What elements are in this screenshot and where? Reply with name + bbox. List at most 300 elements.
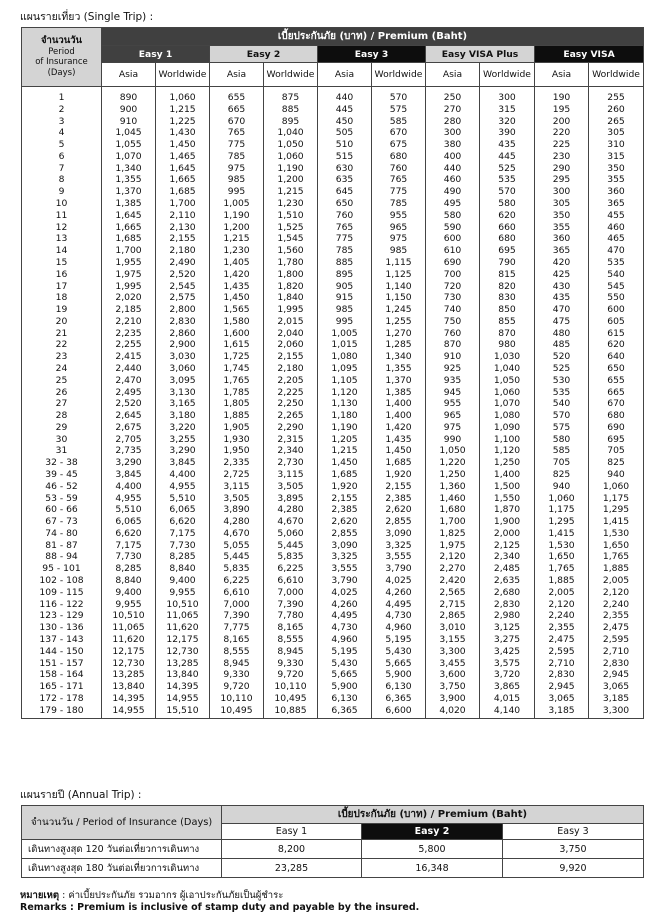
premium-cell: 4,280 — [264, 504, 318, 516]
premium-cell: 305 — [535, 198, 589, 210]
premium-cell: 2,335 — [210, 457, 264, 469]
table-row — [22, 493, 644, 505]
premium-cell: 380 — [426, 139, 480, 151]
premium-cell: 6,130 — [318, 693, 372, 705]
premium-cell: 525 — [480, 163, 535, 175]
premium-cell: 670 — [372, 127, 426, 139]
col-worldwide: Worldwide — [156, 63, 210, 87]
premium-cell: 4,955 — [102, 493, 156, 505]
premium-cell: 5,835 — [264, 551, 318, 563]
premium-cell: 5,055 — [210, 540, 264, 552]
premium-cell: 1,040 — [480, 363, 535, 375]
premium-cell: 4,495 — [372, 599, 426, 611]
premium-cell: 760 — [372, 163, 426, 175]
premium-cell: 4,730 — [372, 610, 426, 622]
single-trip-rows — [22, 87, 644, 719]
premium-cell: 1,900 — [480, 516, 535, 528]
table-row — [22, 116, 644, 128]
premium-cell: 360 — [589, 186, 644, 198]
premium-cell: 7,390 — [264, 599, 318, 611]
period-cell: 10 — [22, 198, 102, 210]
premium-cell: 3,425 — [480, 646, 535, 658]
annual-trip-table — [21, 805, 644, 878]
premium-cell: 1,650 — [589, 540, 644, 552]
premium-cell: 8,165 — [264, 622, 318, 634]
premium-cell: 10,885 — [264, 705, 318, 719]
premium-cell: 3,165 — [156, 398, 210, 410]
premium-cell: 430 — [535, 281, 589, 293]
premium-cell: 7,780 — [264, 610, 318, 622]
premium-cell: 885 — [318, 257, 372, 269]
premium-cell: 590 — [426, 222, 480, 234]
table-row — [22, 328, 644, 340]
premium-cell: 1,120 — [318, 387, 372, 399]
premium-cell: 1,080 — [480, 410, 535, 422]
premium-cell: 650 — [589, 363, 644, 375]
premium-cell: 445 — [480, 151, 535, 163]
period-cell: 15 — [22, 257, 102, 269]
premium-cell: 2,205 — [264, 375, 318, 387]
premium-cell: 1,450 — [372, 445, 426, 457]
premium-cell: 1,090 — [480, 422, 535, 434]
table-row — [22, 186, 644, 198]
premium-cell: 2,485 — [480, 563, 535, 575]
premium-cell: 2,710 — [535, 658, 589, 670]
premium-cell: 5,060 — [264, 528, 318, 540]
premium-cell: 2,620 — [372, 504, 426, 516]
premium-cell: 1,070 — [480, 398, 535, 410]
table-row — [22, 127, 644, 139]
period-cell: 74 - 80 — [22, 528, 102, 540]
premium-cell: 9,955 — [102, 599, 156, 611]
premium-cell: 2,110 — [156, 210, 210, 222]
premium-cell: 2,855 — [318, 528, 372, 540]
premium-cell: 2,675 — [102, 422, 156, 434]
premium-cell: 4,025 — [318, 587, 372, 599]
premium-cell: 1,885 — [589, 563, 644, 575]
premium-cell: 870 — [480, 328, 535, 340]
premium-cell: 2,830 — [589, 658, 644, 670]
premium-cell: 6,225 — [210, 575, 264, 587]
premium-cell: 4,670 — [264, 516, 318, 528]
period-cell: 130 - 136 — [22, 622, 102, 634]
period-cell: 116 - 122 — [22, 599, 102, 611]
premium-cell: 1,005 — [210, 198, 264, 210]
premium-cell: 2,005 — [589, 575, 644, 587]
premium-cell: 1,245 — [372, 304, 426, 316]
annual-value: 3,750 — [503, 840, 644, 859]
premium-cell: 1,215 — [318, 445, 372, 457]
premium-cell: 945 — [426, 387, 480, 399]
premium-cell: 660 — [480, 222, 535, 234]
premium-cell: 11,065 — [102, 622, 156, 634]
premium-cell: 825 — [535, 469, 589, 481]
single-trip-title: แผนรายเที่ยว (Single Trip) : — [20, 11, 154, 23]
premium-cell: 1,140 — [372, 281, 426, 293]
premium-cell: 520 — [535, 351, 589, 363]
premium-cell: 490 — [426, 186, 480, 198]
premium-cell: 910 — [426, 351, 480, 363]
premium-cell: 6,365 — [318, 705, 372, 719]
premium-cell: 965 — [372, 222, 426, 234]
premium-cell: 11,620 — [156, 622, 210, 634]
premium-cell: 1,130 — [318, 398, 372, 410]
period-cell: 137 - 143 — [22, 634, 102, 646]
premium-cell: 1,870 — [480, 504, 535, 516]
premium-cell: 2,735 — [102, 445, 156, 457]
premium-cell: 315 — [480, 104, 535, 116]
table-row — [22, 681, 644, 693]
premium-cell: 255 — [589, 87, 644, 104]
premium-cell: 2,945 — [589, 669, 644, 681]
period-cell: 95 - 101 — [22, 563, 102, 575]
premium-cell: 3,180 — [156, 410, 210, 422]
premium-cell: 6,225 — [264, 563, 318, 575]
premium-cell: 1,905 — [210, 422, 264, 434]
premium-cell: 1,665 — [102, 222, 156, 234]
premium-cell: 2,680 — [480, 587, 535, 599]
period-cell: 4 — [22, 127, 102, 139]
premium-cell: 475 — [535, 316, 589, 328]
premium-cell: 1,530 — [535, 540, 589, 552]
premium-cell: 9,720 — [264, 669, 318, 681]
premium-cell: 225 — [535, 139, 589, 151]
period-cell: 30 — [22, 434, 102, 446]
premium-cell: 1,050 — [480, 375, 535, 387]
premium-cell: 2,420 — [426, 575, 480, 587]
premium-cell: 1,840 — [264, 292, 318, 304]
premium-cell: 3,060 — [156, 363, 210, 375]
premium-cell: 1,650 — [535, 551, 589, 563]
premium-cell: 460 — [426, 174, 480, 186]
premium-cell: 300 — [426, 127, 480, 139]
premium-cell: 1,500 — [480, 481, 535, 493]
period-cell: 165 - 171 — [22, 681, 102, 693]
premium-cell: 2,470 — [102, 375, 156, 387]
table-row — [22, 316, 644, 328]
premium-cell: 615 — [589, 328, 644, 340]
premium-cell: 1,220 — [426, 457, 480, 469]
premium-cell: 645 — [318, 186, 372, 198]
premium-cell: 965 — [426, 410, 480, 422]
premium-cell: 485 — [535, 339, 589, 351]
premium-cell: 470 — [589, 245, 644, 257]
premium-cell: 895 — [318, 269, 372, 281]
premium-cell: 1,700 — [102, 245, 156, 257]
premium-cell: 1,765 — [589, 551, 644, 563]
premium-cell: 2,340 — [264, 445, 318, 457]
plan-easy-2: Easy 2 — [210, 46, 318, 63]
annual-plan-easy-1: Easy 1 — [222, 824, 362, 840]
premium-cell: 3,845 — [156, 457, 210, 469]
premium-cell: 2,040 — [264, 328, 318, 340]
premium-cell: 2,130 — [156, 222, 210, 234]
premium-cell: 365 — [589, 198, 644, 210]
premium-cell: 1,435 — [210, 281, 264, 293]
premium-cell: 2,545 — [156, 281, 210, 293]
premium-cell: 1,725 — [210, 351, 264, 363]
premium-cell: 6,600 — [372, 705, 426, 719]
premium-cell: 1,030 — [480, 351, 535, 363]
premium-cell: 705 — [589, 445, 644, 457]
premium-cell: 580 — [480, 198, 535, 210]
premium-cell: 2,475 — [589, 622, 644, 634]
period-cell: 144 - 150 — [22, 646, 102, 658]
premium-cell: 2,250 — [264, 398, 318, 410]
premium-cell: 3,865 — [480, 681, 535, 693]
premium-cell: 1,975 — [102, 269, 156, 281]
premium-cell: 975 — [372, 233, 426, 245]
table-row — [22, 540, 644, 552]
premium-cell: 1,215 — [156, 104, 210, 116]
premium-cell: 14,395 — [102, 693, 156, 705]
premium-cell: 1,215 — [264, 186, 318, 198]
premium-cell: 6,610 — [210, 587, 264, 599]
premium-cell: 1,685 — [156, 186, 210, 198]
premium-cell: 760 — [318, 210, 372, 222]
table-row — [22, 375, 644, 387]
premium-cell: 510 — [318, 139, 372, 151]
premium-cell: 12,730 — [102, 658, 156, 670]
premium-cell: 2,000 — [480, 528, 535, 540]
premium-cell: 1,685 — [318, 469, 372, 481]
premium-cell: 2,240 — [535, 610, 589, 622]
premium-cell: 985 — [210, 174, 264, 186]
premium-cell: 3,300 — [426, 646, 480, 658]
premium-cell: 2,865 — [426, 610, 480, 622]
premium-cell: 3,890 — [210, 504, 264, 516]
table-row — [22, 163, 644, 175]
premium-cell: 355 — [535, 222, 589, 234]
premium-cell: 3,845 — [102, 469, 156, 481]
table-row — [22, 575, 644, 587]
premium-cell: 1,700 — [426, 516, 480, 528]
period-cell: 6 — [22, 151, 102, 163]
table-row — [22, 669, 644, 681]
period-cell: 29 — [22, 422, 102, 434]
premium-cell: 11,620 — [102, 634, 156, 646]
table-row — [22, 387, 644, 399]
premium-cell: 2,120 — [589, 587, 644, 599]
period-cell: 19 — [22, 304, 102, 316]
period-cell: 8 — [22, 174, 102, 186]
premium-cell: 1,560 — [264, 245, 318, 257]
premium-cell: 4,020 — [426, 705, 480, 719]
premium-cell: 2,060 — [264, 339, 318, 351]
premium-cell: 295 — [535, 174, 589, 186]
premium-cell: 885 — [264, 104, 318, 116]
premium-cell: 600 — [426, 233, 480, 245]
premium-cell: 915 — [318, 292, 372, 304]
premium-cell: 1,070 — [102, 151, 156, 163]
premium-cell: 525 — [535, 363, 589, 375]
premium-cell: 3,505 — [210, 493, 264, 505]
premium-cell: 670 — [589, 398, 644, 410]
plan-easy-visa: Easy VISA — [535, 46, 644, 63]
premium-cell: 8,165 — [210, 634, 264, 646]
period-cell: 123 - 129 — [22, 610, 102, 622]
premium-cell: 535 — [535, 387, 589, 399]
premium-cell: 2,120 — [535, 599, 589, 611]
premium-cell: 13,285 — [156, 658, 210, 670]
premium-cell: 400 — [426, 151, 480, 163]
premium-cell: 5,430 — [372, 646, 426, 658]
premium-cell: 250 — [426, 87, 480, 104]
premium-cell: 4,260 — [318, 599, 372, 611]
premium-cell: 3,255 — [156, 434, 210, 446]
premium-cell: 440 — [318, 87, 372, 104]
premium-cell: 1,050 — [426, 445, 480, 457]
col-worldwide: Worldwide — [372, 63, 426, 87]
premium-cell: 620 — [480, 210, 535, 222]
premium-cell: 6,065 — [102, 516, 156, 528]
premium-cell: 985 — [318, 304, 372, 316]
premium-cell: 1,545 — [264, 233, 318, 245]
premium-cell: 1,295 — [589, 504, 644, 516]
premium-cell: 7,775 — [210, 622, 264, 634]
table-row — [22, 622, 644, 634]
premium-cell: 2,265 — [264, 410, 318, 422]
annual-value: 9,920 — [503, 859, 644, 878]
premium-cell: 2,635 — [480, 575, 535, 587]
period-cell: 7 — [22, 163, 102, 175]
premium-cell: 1,680 — [426, 504, 480, 516]
col-worldwide: Worldwide — [480, 63, 535, 87]
premium-cell: 3,790 — [372, 563, 426, 575]
premium-cell: 1,100 — [480, 434, 535, 446]
premium-cell: 1,355 — [372, 363, 426, 375]
premium-cell: 10,510 — [156, 599, 210, 611]
premium-cell: 1,600 — [210, 328, 264, 340]
premium-cell: 545 — [589, 281, 644, 293]
premium-cell: 995 — [318, 316, 372, 328]
premium-cell: 900 — [102, 104, 156, 116]
period-cell: 67 - 73 — [22, 516, 102, 528]
table-row — [22, 516, 644, 528]
premium-cell: 515 — [318, 151, 372, 163]
premium-cell: 1,285 — [372, 339, 426, 351]
col-asia: Asia — [210, 63, 264, 87]
table-row — [22, 457, 644, 469]
table-row — [22, 658, 644, 670]
premium-cell: 300 — [480, 87, 535, 104]
premium-cell: 365 — [535, 245, 589, 257]
table-row — [22, 563, 644, 575]
plan-easy-3: Easy 3 — [318, 46, 426, 63]
premium-cell: 6,620 — [102, 528, 156, 540]
premium-cell: 535 — [480, 174, 535, 186]
premium-cell: 8,945 — [264, 646, 318, 658]
premium-cell: 3,275 — [480, 634, 535, 646]
premium-cell: 570 — [535, 410, 589, 422]
premium-cell: 830 — [480, 292, 535, 304]
premium-cell: 4,400 — [102, 481, 156, 493]
premium-cell: 5,835 — [210, 563, 264, 575]
premium-cell: 4,015 — [480, 693, 535, 705]
premium-cell: 695 — [589, 434, 644, 446]
premium-cell: 10,510 — [102, 610, 156, 622]
premium-cell: 10,495 — [264, 693, 318, 705]
table-row — [22, 599, 644, 611]
period-cell: 14 — [22, 245, 102, 257]
premium-cell: 1,225 — [156, 116, 210, 128]
premium-cell: 3,790 — [318, 575, 372, 587]
table-row — [22, 233, 644, 245]
premium-cell: 3,115 — [210, 481, 264, 493]
premium-cell: 2,520 — [102, 398, 156, 410]
premium-cell: 580 — [426, 210, 480, 222]
period-cell: 109 - 115 — [22, 587, 102, 599]
premium-cell: 630 — [318, 163, 372, 175]
premium-cell: 1,430 — [156, 127, 210, 139]
premium-cell: 1,435 — [372, 434, 426, 446]
premium-cell: 3,300 — [589, 705, 644, 719]
premium-cell: 935 — [426, 375, 480, 387]
premium-cell: 620 — [589, 339, 644, 351]
premium-cell: 1,400 — [372, 410, 426, 422]
period-cell: 5 — [22, 139, 102, 151]
premium-cell: 14,955 — [102, 705, 156, 719]
premium-cell: 665 — [589, 387, 644, 399]
premium-cell: 1,360 — [426, 481, 480, 493]
premium-cell: 6,065 — [156, 504, 210, 516]
period-cell: 158 - 164 — [22, 669, 102, 681]
period-cell: 31 — [22, 445, 102, 457]
premium-cell: 9,955 — [156, 587, 210, 599]
period-cell: 60 - 66 — [22, 504, 102, 516]
premium-cell: 230 — [535, 151, 589, 163]
remarks-en-text: : Premium is inclusive of stamp duty and payable by the insured. — [66, 902, 420, 913]
premium-cell: 1,995 — [264, 304, 318, 316]
premium-cell: 1,885 — [535, 575, 589, 587]
premium-cell: 1,190 — [210, 210, 264, 222]
premium-cell: 3,220 — [156, 422, 210, 434]
premium-cell: 4,670 — [210, 528, 264, 540]
premium-cell: 5,195 — [372, 634, 426, 646]
premium-cell: 2,015 — [264, 316, 318, 328]
premium-cell: 2,945 — [535, 681, 589, 693]
premium-cell: 1,370 — [372, 375, 426, 387]
premium-cell: 3,185 — [589, 693, 644, 705]
premium-cell: 750 — [426, 316, 480, 328]
table-row — [22, 87, 644, 104]
premium-cell: 445 — [318, 104, 372, 116]
premium-cell: 2,355 — [589, 610, 644, 622]
premium-cell: 200 — [535, 116, 589, 128]
period-cell: 46 - 52 — [22, 481, 102, 493]
premium-cell: 2,900 — [156, 339, 210, 351]
premium-cell: 13,285 — [102, 669, 156, 681]
premium-cell: 4,140 — [480, 705, 535, 719]
premium-cell: 2,705 — [102, 434, 156, 446]
premium-cell: 940 — [589, 469, 644, 481]
premium-cell: 1,125 — [372, 269, 426, 281]
premium-cell: 1,150 — [372, 292, 426, 304]
period-cell: 28 — [22, 410, 102, 422]
premium-cell: 290 — [535, 163, 589, 175]
premium-cell: 1,405 — [210, 257, 264, 269]
premium-cell: 2,595 — [535, 646, 589, 658]
premium-cell: 1,805 — [210, 398, 264, 410]
premium-cell: 1,785 — [210, 387, 264, 399]
premium-cell: 1,060 — [264, 151, 318, 163]
premium-cell: 190 — [535, 87, 589, 104]
premium-cell: 680 — [589, 410, 644, 422]
premium-cell: 1,175 — [589, 493, 644, 505]
premium-cell: 10,110 — [210, 693, 264, 705]
premium-cell: 1,400 — [372, 398, 426, 410]
premium-cell: 5,900 — [318, 681, 372, 693]
